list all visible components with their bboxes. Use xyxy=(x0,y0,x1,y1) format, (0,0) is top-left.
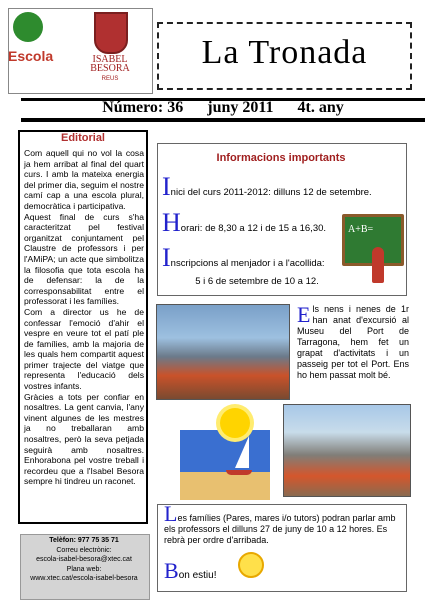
contact-email[interactable]: escola-isabel-besora@xtec.cat xyxy=(36,556,132,564)
issue-year: 4t. any xyxy=(297,99,344,116)
escola-logo-icon xyxy=(13,12,43,42)
editorial-paragraph: Gràcies a tots per confiar en nosaltres. La gent canvia, l'any vinent algunes de les mestres ja no treballaran amb nosaltres, però la seva petjada seguirà amb nosaltres. Enhorabona pel vostre treball i recordeu que a l'Isabel Besora sempre hi tindreu un raconet. xyxy=(24,391,144,487)
drop-cap: H xyxy=(162,208,181,237)
teacher-icon xyxy=(372,247,384,283)
smiley-sun-icon xyxy=(238,552,264,578)
issue-date: juny 2011 xyxy=(207,99,274,116)
sun-icon xyxy=(220,408,250,438)
port-article-text: ls nens i nenes de 1r han anat d'excursió al Museu del Port de Tarragona, hem fet un grapat d'activitats i un passeig per tot el Port. Ens ho hem passat molt bé. xyxy=(297,304,409,380)
contact-phone: Telèfon: 977 75 35 71 xyxy=(49,537,119,544)
drop-cap: I xyxy=(162,172,171,201)
info-enrollment-dates: 5 i 6 de setembre de 10 a 12. xyxy=(195,276,319,287)
drop-cap: I xyxy=(162,243,171,272)
editorial-paragraph: Com a director us he de confessar l'emoció d'ahir el vespre en veure tot el patí ple de famílies, amb la majoria de les quals hem compartit aquest primer trajecte del viatge que representa l'educació dels vostres infants. xyxy=(24,306,144,392)
editorial-paragraph: Com aquell qui no vol la cosa ja hem arribat al final del quart curs. I amb la mateixa energia del primer dia, seguim el nostre camí cap a una escola plural, democràtica i participativa. xyxy=(24,148,144,211)
info-enrollment-text: nscripcions al menjador i a l'acollida: xyxy=(170,258,325,269)
editorial-paragraph: Aquest final de curs s'ha caracteritzat pel festival organitzat conjuntament pel Claustre de professors i per l'AMiPA; un acte que simbolitza la filosofia que tota escola ha de defensar: la de la corresponsabilitat entre el professorat i les famílies. xyxy=(24,211,144,307)
sailboat-icon xyxy=(235,436,249,468)
bon-estiu xyxy=(164,558,217,584)
newsletter-title: La Tronada xyxy=(201,34,368,71)
contact-info xyxy=(20,536,148,584)
info-start-date-text: nici del curs 2011-2012: dilluns 12 de setembre. xyxy=(170,187,372,198)
drop-cap: E xyxy=(297,302,311,327)
contact-web-label: Plana web: xyxy=(66,565,102,573)
issue-number: Número: 36 xyxy=(102,99,184,116)
contact-email-label: Correu electrònic: xyxy=(56,546,112,554)
group-photo-museum xyxy=(283,404,411,497)
info-schedule xyxy=(162,208,352,238)
families-notice xyxy=(164,501,400,546)
drop-cap: B xyxy=(164,558,179,583)
issue-line xyxy=(21,99,425,117)
drop-cap: L xyxy=(164,501,178,526)
bon-estiu-text: on estiu! xyxy=(178,570,217,581)
port-article xyxy=(297,304,409,381)
info-start-date xyxy=(162,172,402,202)
chalkboard-text: A+B= xyxy=(348,224,374,235)
contact-web[interactable]: www.xtec.cat/escola-isabel-besora xyxy=(30,575,138,583)
families-notice-text: es famílies (Pares, mares i/o tutors) podran parlar amb els professors el dilluns 27 de juny de 10 a 12 hores. Es rebrà per ordre d'arribada. xyxy=(164,513,396,545)
info-enrollment xyxy=(162,243,352,273)
escola-logo-text: Escola xyxy=(8,48,54,64)
group-photo-port xyxy=(156,304,290,400)
editorial-title: Editorial xyxy=(60,132,105,144)
info-schedule-text: orari: de 8,30 a 12 i de 15 a 16,30. xyxy=(180,223,327,234)
shield-icon xyxy=(94,12,128,54)
school-city-logo: REUS xyxy=(101,76,119,82)
info-title: Informacions importants xyxy=(216,152,346,164)
boat-hull-icon xyxy=(226,470,252,475)
editorial-body xyxy=(24,148,144,487)
school-name-logo: ISABEL BESORA xyxy=(90,54,130,74)
beach-clipart xyxy=(180,430,270,500)
